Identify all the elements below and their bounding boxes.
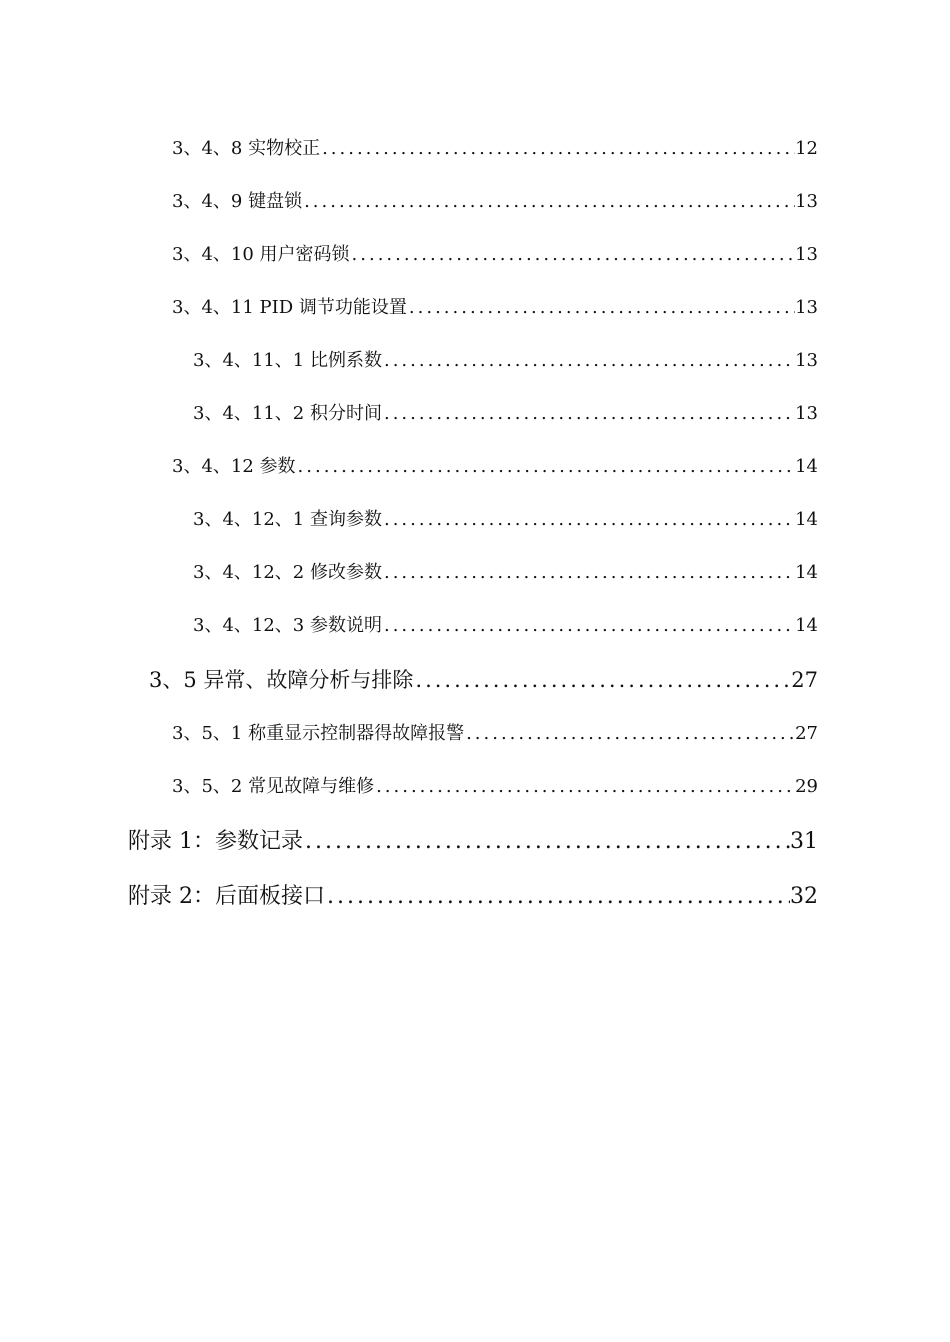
toc-entry-page: 14 bbox=[795, 562, 818, 583]
toc-entry-3-5-2[interactable] bbox=[172, 772, 818, 798]
toc-entry-label: 3、4、12、1 查询参数 bbox=[193, 509, 382, 530]
dot-leader bbox=[302, 191, 795, 212]
toc-entry-label: 3、4、8 实物校正 bbox=[172, 138, 321, 159]
dot-leader bbox=[382, 562, 795, 583]
toc-entry-label: 附录 2：后面板接口 bbox=[128, 884, 325, 909]
toc-entry-3-4-8[interactable] bbox=[172, 134, 818, 160]
toc-entry-label: 3、4、12、3 参数说明 bbox=[193, 615, 382, 636]
toc-entry-3-4-9[interactable] bbox=[172, 187, 818, 213]
toc-entry-label: 3、4、11 PID 调节功能设置 bbox=[172, 297, 407, 318]
dot-leader bbox=[325, 884, 790, 909]
toc-entry-page: 13 bbox=[795, 244, 818, 265]
toc-entry-page: 13 bbox=[795, 403, 818, 424]
dot-leader bbox=[303, 829, 790, 854]
toc-entry-page: 13 bbox=[795, 350, 818, 371]
toc-entry-label: 3、5、1 称重显示控制器得故障报警 bbox=[172, 723, 465, 744]
toc-entry-label: 3、4、12、2 修改参数 bbox=[193, 562, 382, 583]
dot-leader bbox=[382, 615, 795, 636]
toc-entry-3-5-1[interactable] bbox=[172, 719, 818, 745]
toc-entry-appendix-1[interactable] bbox=[128, 824, 818, 855]
dot-leader bbox=[350, 244, 796, 265]
dot-leader bbox=[296, 456, 796, 477]
toc-entry-label: 3、5 异常、故障分析与排除 bbox=[149, 668, 414, 692]
toc-entry-page: 14 bbox=[795, 509, 818, 530]
toc-entry-3-4-12-1[interactable] bbox=[193, 505, 818, 531]
dot-leader bbox=[382, 509, 795, 530]
dot-leader bbox=[407, 297, 795, 318]
toc-entry-3-5[interactable] bbox=[149, 664, 818, 694]
toc-entry-3-4-12[interactable] bbox=[172, 452, 818, 478]
toc-entry-page: 13 bbox=[795, 191, 818, 212]
toc-entry-page: 13 bbox=[795, 297, 818, 318]
toc-entry-3-4-11[interactable] bbox=[172, 293, 818, 319]
toc-entry-3-4-12-2[interactable] bbox=[193, 558, 818, 584]
toc-entry-label: 3、4、11、1 比例系数 bbox=[193, 350, 382, 371]
toc-entry-page: 31 bbox=[790, 829, 818, 854]
toc-entry-3-4-11-2[interactable] bbox=[193, 399, 818, 425]
toc-entry-page: 27 bbox=[795, 723, 818, 744]
toc-entry-3-4-12-3[interactable] bbox=[193, 611, 818, 637]
dot-leader bbox=[382, 403, 795, 424]
toc-entry-page: 14 bbox=[795, 615, 818, 636]
toc-entry-label: 附录 1：参数记录 bbox=[128, 829, 303, 854]
toc-entry-3-4-11-1[interactable] bbox=[193, 346, 818, 372]
toc-entry-appendix-2[interactable] bbox=[128, 879, 818, 910]
dot-leader bbox=[320, 138, 795, 159]
toc-entry-label: 3、5、2 常见故障与维修 bbox=[172, 776, 375, 797]
dot-leader bbox=[413, 668, 791, 692]
toc-entry-label: 3、4、9 键盘锁 bbox=[172, 191, 303, 212]
toc-entry-label: 3、4、10 用户密码锁 bbox=[172, 244, 350, 265]
toc-entry-page: 32 bbox=[790, 884, 818, 909]
toc-entry-label: 3、4、12 参数 bbox=[172, 456, 296, 477]
toc-entry-page: 14 bbox=[795, 456, 818, 477]
toc-entry-3-4-10[interactable] bbox=[172, 240, 818, 266]
dot-leader bbox=[374, 776, 795, 797]
dot-leader bbox=[382, 350, 795, 371]
toc-entry-page: 27 bbox=[791, 668, 818, 692]
toc-entry-page: 29 bbox=[795, 776, 818, 797]
toc-entry-page: 12 bbox=[795, 138, 818, 159]
dot-leader bbox=[464, 723, 795, 744]
toc-entry-label: 3、4、11、2 积分时间 bbox=[193, 403, 382, 424]
